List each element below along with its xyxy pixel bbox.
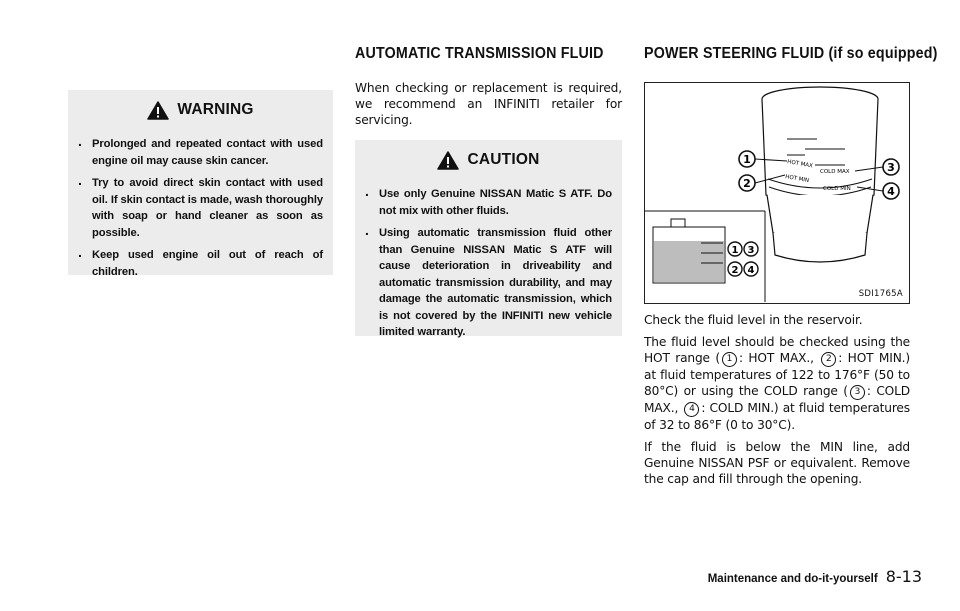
reservoir-illustration <box>645 83 909 303</box>
warning-icon <box>147 101 169 120</box>
inset-callout-3-label: 3 <box>747 245 755 256</box>
list-item: . Use only Genuine NISSAN Matic S ATF. Do not mix with other fluids. <box>361 186 612 219</box>
psf-paragraph-2 <box>644 334 910 433</box>
circled-number: 2 <box>821 352 836 367</box>
text-span: : HOT MIN.) at fluid temperatures of 122 to 176°F (50 to 80°C) or using the COLD range ( <box>644 351 910 398</box>
callout-4-label: 4 <box>887 185 895 198</box>
atf-heading: AUTOMATIC TRANSMISSION FLUID <box>355 45 604 62</box>
text-span: : COLD MAX., <box>644 384 910 415</box>
inset-callout-2-label: 2 <box>731 265 739 276</box>
hot-min-label: HOT MIN <box>784 174 810 185</box>
figure-code: SDI1765A <box>858 289 903 299</box>
warning-box <box>68 90 333 278</box>
footer-section: Maintenance and do-it-yourself <box>707 573 878 585</box>
callout-1-label: 1 <box>743 153 751 166</box>
list-item: . Using automatic transmission fluid other than Genuine NISSAN Matic S ATF will cause deterioration in driveability and automatic transmission durability, and may damage the automatic transmission, which is not covered by the INFINITI new vehicle limited warranty. <box>361 225 612 341</box>
caution-list <box>355 180 622 341</box>
psf-text <box>644 312 910 493</box>
circled-number: 4 <box>684 402 699 417</box>
psf-heading: POWER STEERING FLUID (if so equipped) <box>644 45 938 62</box>
cold-min-label: COLD MIN <box>823 186 851 192</box>
warning-title: WARNING <box>177 101 254 118</box>
psf-paragraph-1: Check the fluid level in the reservoir. <box>644 313 863 327</box>
warning-list <box>68 130 333 280</box>
page-number: 8-13 <box>885 567 922 586</box>
text-span: The fluid level should be checked using the HOT range ( <box>644 335 910 365</box>
psf-paragraph-3: If the fluid is below the MIN line, add Genuine NISSAN PSF or equivalent. Remove the cap and fill through the opening. <box>644 440 910 486</box>
list-item: . Keep used engine oil out of reach of children. <box>74 247 323 280</box>
inset-callout-1-label: 1 <box>731 245 739 256</box>
list-item: . Prolonged and repeated contact with used engine oil may cause skin cancer. <box>74 136 323 169</box>
callout-3-label: 3 <box>887 161 895 174</box>
atf-intro: When checking or replacement is required, we recommend an INFINITI retailer for servicing. <box>355 81 622 127</box>
atf-intro-block <box>355 80 622 134</box>
caution-header <box>355 140 622 180</box>
warning-header <box>68 90 333 130</box>
reservoir-figure <box>644 82 910 304</box>
page-footer <box>700 567 922 586</box>
caution-title: CAUTION <box>467 151 540 168</box>
inset-callout-4-label: 4 <box>747 265 755 276</box>
cold-max-label: COLD MAX <box>820 169 850 175</box>
warning-icon <box>437 151 459 170</box>
callout-2-label: 2 <box>743 177 751 190</box>
text-span: : COLD MIN.) at fluid temperatures of 32 to 86°F (0 to 30°C). <box>644 401 910 432</box>
circled-number: 1 <box>722 352 737 367</box>
hot-max-label: HOT MAX <box>786 159 814 170</box>
list-item: . Try to avoid direct skin contact with used oil. If skin contact is made, wash thoroughly with soap or hand cleaner as soon as possible. <box>74 175 323 241</box>
caution-box <box>355 140 622 336</box>
circled-number: 3 <box>850 385 865 400</box>
text-span: : HOT MAX., <box>738 351 820 365</box>
